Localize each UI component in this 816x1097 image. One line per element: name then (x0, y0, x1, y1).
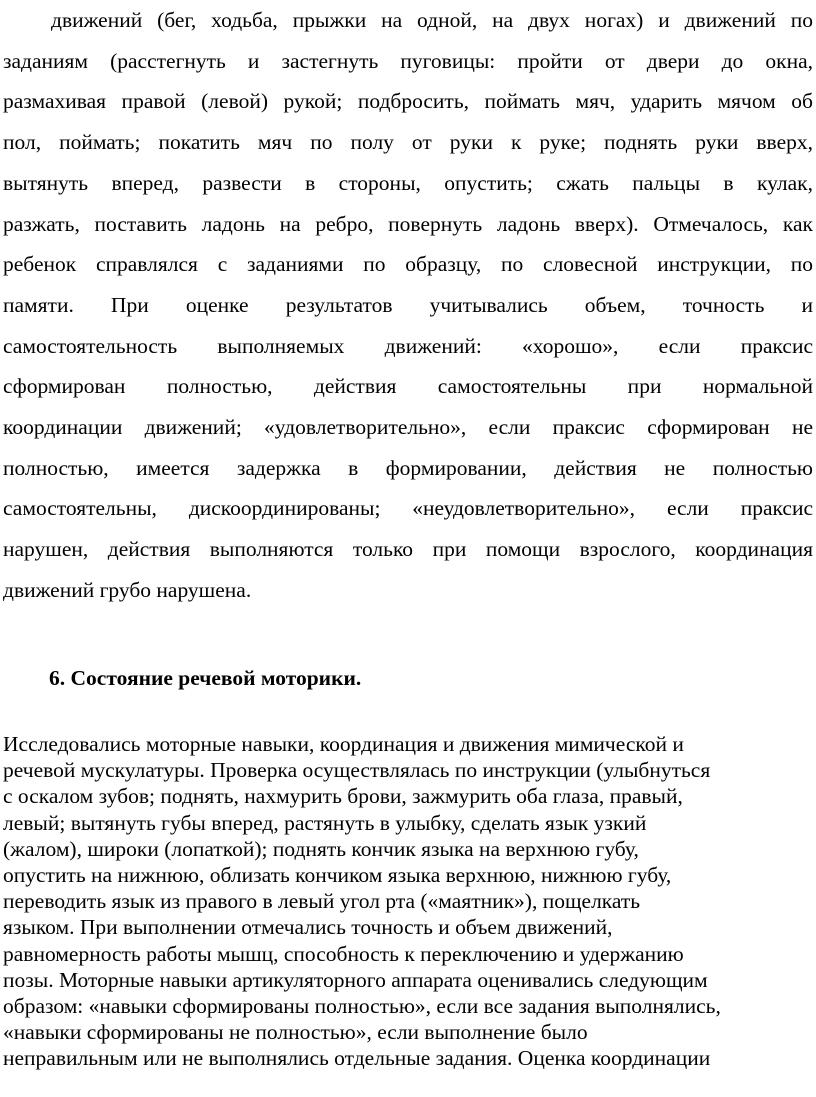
paragraph-line: размахивая правой (левой) рукой; подбросить, поймать мяч, ударить мячом об (3, 89, 813, 114)
paragraph-line: опустить на нижнюю, облизать кончиком языка верхнюю, нижнюю губу, (3, 863, 672, 888)
paragraph-line: ребенок справлялся с заданиями по образцу, по словесной инструкции, по (3, 252, 813, 277)
paragraph-line: координации движений; «удовлетворительно», если праксис сформирован не (3, 415, 813, 440)
paragraph-line: с оскалом зубов; поднять, нахмурить брови, зажмурить оба глаза, правый, (3, 784, 683, 809)
paragraph-line: языком. При выполнении отмечались точность и объем движений, (3, 915, 613, 940)
paragraph-line: (жалом), широки (лопаткой); поднять кончик языка на верхнюю губу, (3, 836, 639, 861)
paragraph-line: заданиям (расстегнуть и застегнуть пуговицы: пройти от двери до окна, (3, 48, 813, 73)
paragraph-line: Исследовались моторные навыки, координация и движения мимической и (3, 732, 684, 756)
section-heading: 6. Состояние речевой моторики. (49, 666, 362, 690)
paragraph-line: речевой мускулатуры. Проверка осуществлялась по инструкции (улыбнуться (3, 758, 711, 783)
paragraph-praxis-assessment (3, 0, 813, 611)
paragraph-line: самостоятельны, дискоординированы; «неудовлетворительно», если праксис (3, 496, 813, 521)
paragraph-speech-motor-assessment (3, 731, 813, 1072)
paragraph-line: переводить язык из правого в левый угол рта («маятник»), пощелкать (3, 889, 641, 914)
paragraph-line: «навыки сформированы не полностью», если выполнение было (3, 1020, 588, 1045)
paragraph-line: самостоятельность выполняемых движений: «хорошо», если праксис (3, 333, 813, 358)
paragraph-line: неправильным или не выполнялись отдельные задания. Оценка координации (3, 1046, 711, 1071)
paragraph-line: левый; вытянуть губы вперед, растянуть в улыбку, сделать язык узкий (3, 810, 647, 835)
paragraph-line: вытянуть вперед, развести в стороны, опустить; сжать пальцы в кулак, (3, 170, 813, 195)
paragraph-line: нарушен, действия выполняются только при помощи взрослого, координация (3, 537, 813, 562)
paragraph-line: пол, поймать; покатить мяч по полу от руки к руке; поднять руки вверх, (3, 130, 813, 155)
paragraph-line: разжать, поставить ладонь на ребро, повернуть ладонь вверх). Отмечалось, как (3, 211, 813, 236)
paragraph-line: образом: «навыки сформированы полностью», если все задания выполнялись, (3, 994, 721, 1019)
paragraph-line: памяти. При оценке результатов учитывались объем, точность и (3, 292, 813, 317)
paragraph-line: равномерность работы мышц, способность к переключению и удержанию (3, 941, 684, 966)
paragraph-line: позы. Моторные навыки артикуляторного аппарата оценивались следующим (3, 967, 708, 992)
paragraph-line: движений (бег, ходьба, прыжки на одной, на двух ногах) и движений по (51, 8, 813, 32)
paragraph-line: сформирован полностью, действия самостоятельны при нормальной (3, 374, 813, 399)
paragraph-line: полностью, имеется задержка в формировании, действия не полностью (3, 455, 813, 480)
paragraph-line: движений грубо нарушена. (3, 577, 252, 602)
